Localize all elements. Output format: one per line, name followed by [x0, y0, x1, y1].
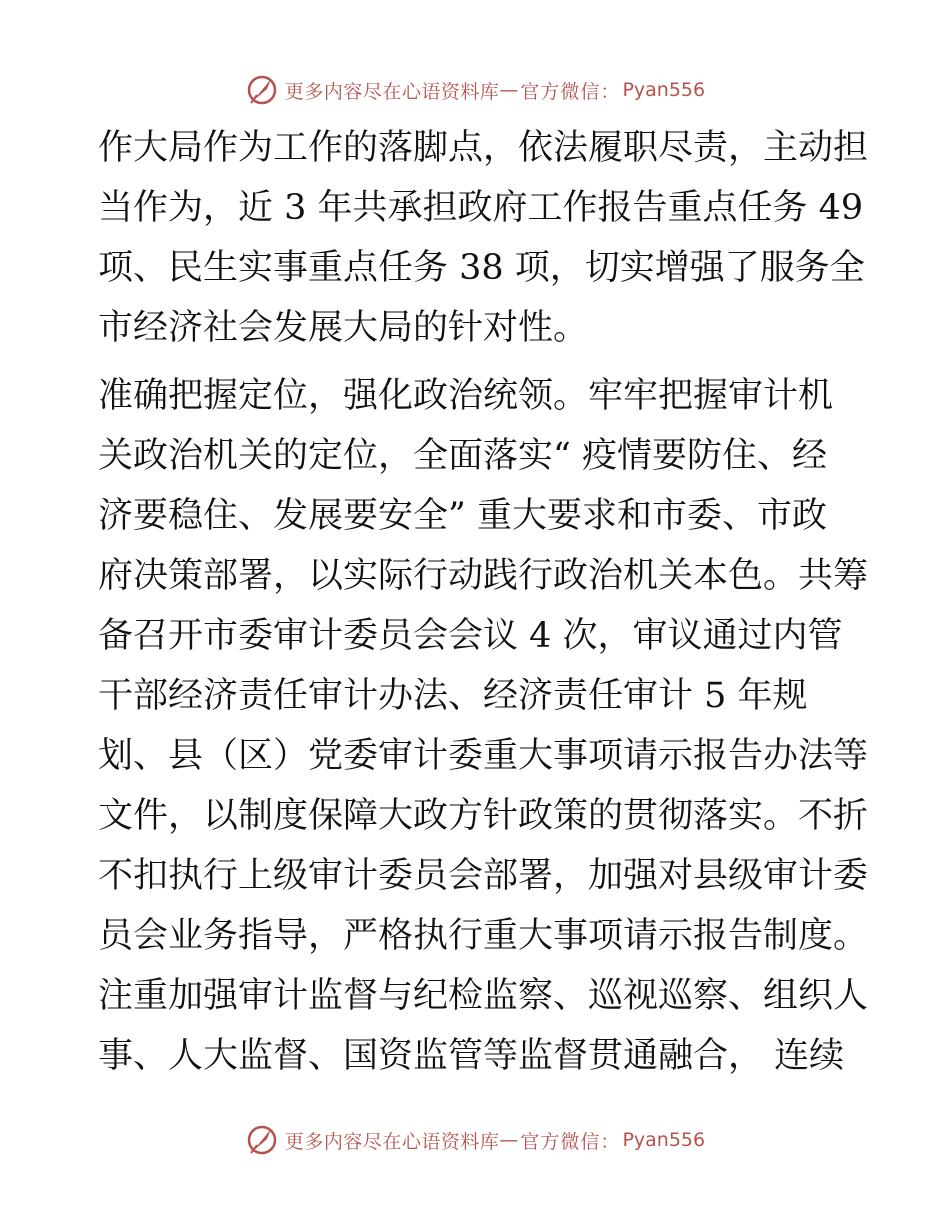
- footer-watermark: [0, 1122, 950, 1158]
- text-line: 注重加强审计监督与纪检监察、巡视巡察、组织人: [98, 976, 869, 1016]
- text-line: 划、县（区）党委审计委重大事项请示报告办法等: [98, 736, 869, 776]
- text-line: 府决策部署，以实际行动践行政治机关本色。共筹: [98, 556, 869, 596]
- text-line: 市经济社会发展大局的针对性。: [98, 308, 589, 348]
- text-line: 事、人大监督、国资监管等监督贯通融合， 连续: [98, 1036, 845, 1076]
- text-line: 干部经济责任审计办法、经济责任审计 5 年规: [98, 676, 808, 716]
- watermark-wechat-id: Pyan556: [622, 1129, 706, 1151]
- text-line: 准确把握定位，强化政治统领。牢牢把握审计机: [98, 376, 834, 416]
- text-line: 项、民生实事重点任务 38 项，切实增强了服务全: [98, 248, 865, 288]
- text-line: 员会业务指导，严格执行重大事项请示报告制度。: [98, 916, 869, 956]
- text-line: 不扣执行上级审计委员会部署，加强对县级审计委: [98, 856, 869, 896]
- watermark-text: 更多内容尽在心语资料库: [284, 80, 500, 103]
- watermark-text: 更多内容尽在心语资料库: [284, 1130, 500, 1153]
- watermark-wechat-label: 官方微信：: [520, 1130, 621, 1153]
- header-watermark: [0, 72, 950, 108]
- watermark-dash: —: [499, 79, 519, 101]
- paragraph-1: [98, 118, 868, 358]
- quill-logo-icon: [245, 73, 279, 107]
- text-line: 文件，以制度保障大政方针政策的贯彻落实。不折: [98, 796, 869, 836]
- watermark-wechat-label: 官方微信：: [520, 80, 621, 103]
- watermark-wechat-id: Pyan556: [622, 79, 706, 101]
- text-line: 济要稳住、发展要安全” 重大要求和市委、市政: [98, 496, 828, 536]
- text-line: 备召开市委审计委员会会议 4 次，审议通过内管: [98, 616, 843, 656]
- text-line: 当作为，近 3 年共承担政府工作报告重点任务 49: [98, 188, 864, 228]
- text-line: 关政治机关的定位，全面落实“ 疫情要防住、经: [98, 436, 828, 476]
- quill-logo-icon: [245, 1123, 279, 1157]
- watermark-dash: —: [499, 1129, 519, 1151]
- text-line: 作大局作为工作的落脚点，依法履职尽责，主动担: [98, 128, 869, 168]
- paragraph-2: [98, 366, 868, 1086]
